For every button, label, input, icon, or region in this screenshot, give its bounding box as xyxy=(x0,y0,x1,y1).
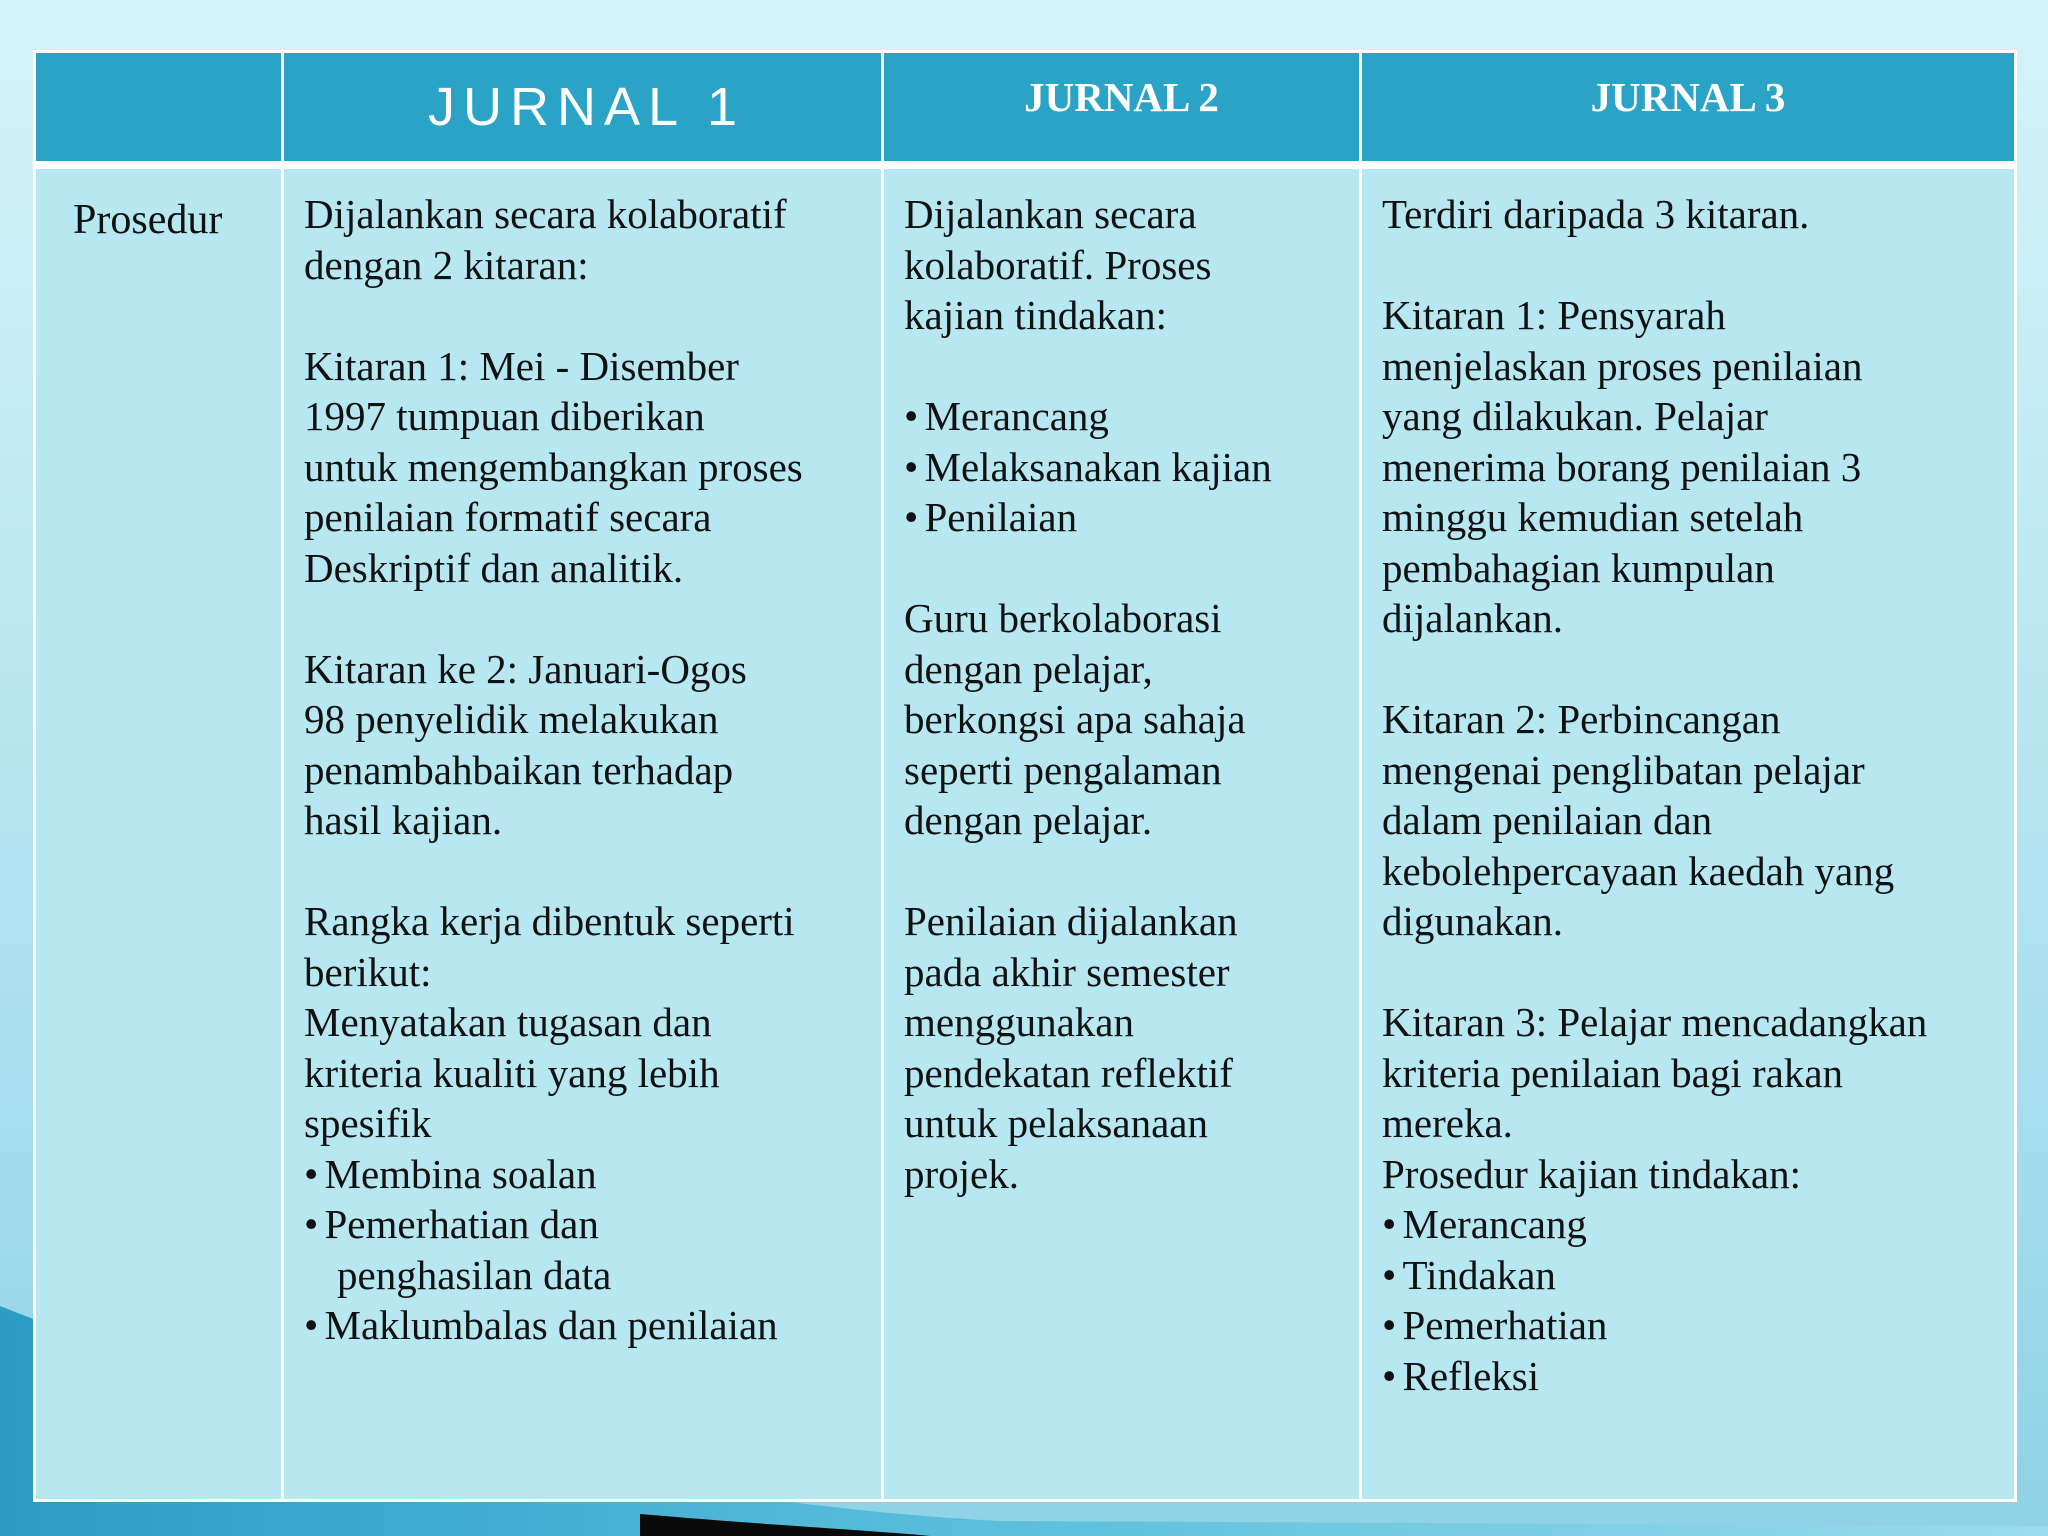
jurnal-2-intro xyxy=(904,189,1349,341)
bullet-dot: • xyxy=(904,494,919,540)
text-line: kriteria penilaian bagi rakan xyxy=(1382,1049,1844,1096)
bullet-item xyxy=(904,391,1349,442)
bullet-text: Membina soalan xyxy=(324,1150,597,1197)
text-line: minggu kemudian setelah xyxy=(1382,494,1804,540)
jurnal-2-cell xyxy=(883,165,1361,1501)
jurnal-1-kitaran-2 xyxy=(304,644,871,846)
jurnal-3-cell xyxy=(1361,165,2016,1501)
text-line: hasil kajian. xyxy=(304,797,503,843)
text-line: Guru berkolaborasi xyxy=(904,595,1222,641)
text-line: Prosedur kajian tindakan: xyxy=(1382,1150,1802,1197)
jurnal-3-kitaran-2 xyxy=(1382,694,2004,947)
text-line: kebolehpercayaan kaedah yang xyxy=(1382,847,1895,894)
text-line: 98 penyelidik melakukan xyxy=(304,696,719,742)
text-line: dijalankan. xyxy=(1382,595,1564,641)
text-line: Dijalankan secara xyxy=(904,191,1197,237)
bullet-text: Refleksi xyxy=(1402,1352,1540,1399)
bullet-text: Merancang xyxy=(924,393,1109,439)
text-line: untuk mengembangkan proses xyxy=(304,443,803,490)
text-line: dengan pelajar. xyxy=(904,797,1153,843)
bullet-dot: • xyxy=(304,1302,319,1348)
text-line: pembahagian kumpulan xyxy=(1382,544,1775,591)
text-line: digunakan. xyxy=(1382,898,1564,944)
text-line: Menyatakan tugasan dan xyxy=(304,999,712,1045)
text-line: Terdiri daripada 3 kitaran. xyxy=(1382,191,1810,237)
bullet-item xyxy=(1382,1300,2004,1351)
text-line: projek. xyxy=(904,1150,1019,1197)
bullet-dot: • xyxy=(1382,1251,1397,1298)
text-line: kajian tindakan: xyxy=(904,292,1167,338)
jurnal-2-bullets xyxy=(904,391,1349,543)
text-line: berkongsi apa sahaja xyxy=(904,696,1246,742)
header-empty-cell xyxy=(35,52,283,166)
text-line: Rangka kerja dibentuk seperti xyxy=(304,898,795,944)
text-line: Kitaran 1: Mei - Disember xyxy=(304,342,739,389)
text-line: mereka. xyxy=(1382,1100,1513,1146)
text-line: Kitaran 1: Pensyarah xyxy=(1382,292,1726,338)
jurnal-2-penilaian xyxy=(904,896,1349,1199)
jurnal-3-kitaran-3 xyxy=(1382,997,2004,1401)
text-line: Penilaian dijalankan xyxy=(904,898,1238,944)
text-line: Kitaran 2: Perbincangan xyxy=(1382,696,1781,742)
text-line: spesifik xyxy=(304,1100,432,1146)
text-line: penilaian formatif secara xyxy=(304,494,712,540)
jurnal-1-intro xyxy=(304,189,871,290)
text-line: menerima borang penilaian 3 xyxy=(1382,443,1862,490)
header-jurnal-3 xyxy=(1361,52,2016,166)
prosedur-row xyxy=(35,165,2016,1501)
header-jurnal-1 xyxy=(283,52,883,166)
bullet-text: Pemerhatian dan xyxy=(324,1201,599,1247)
row-label-prosedur: Prosedur xyxy=(35,165,283,1501)
text-line: pada akhir semester xyxy=(904,948,1230,995)
bullet-text: Tindakan xyxy=(1402,1251,1556,1298)
bullet-item xyxy=(1382,1351,2004,1402)
text-line: kriteria kualiti yang lebih xyxy=(304,1049,720,1096)
header-jurnal-3-label: JURNAL 3 xyxy=(1590,74,1786,120)
bullet-dot: • xyxy=(304,1150,319,1197)
bullet-item xyxy=(304,1199,871,1250)
bullet-continuation: penghasilan data xyxy=(337,1251,612,1298)
jurnal-3-intro xyxy=(1382,189,2004,240)
text-line: berikut: xyxy=(304,948,432,995)
text-line: dengan pelajar, xyxy=(904,645,1153,692)
text-line: 1997 tumpuan diberikan xyxy=(304,393,705,439)
jurnal-2-guru xyxy=(904,593,1349,846)
text-line: Deskriptif dan analitik. xyxy=(304,544,684,591)
bullet-item xyxy=(1382,1250,2004,1301)
comparison-table xyxy=(33,50,2017,1502)
text-line: dalam penilaian dan xyxy=(1382,797,1713,843)
text-line: mengenai penglibatan pelajar xyxy=(1382,746,1865,793)
jurnal-1-kitaran-1 xyxy=(304,341,871,594)
bullet-text: Pemerhatian xyxy=(1402,1302,1608,1348)
text-line: untuk pelaksanaan xyxy=(904,1100,1208,1146)
text-line: pendekatan reflektif xyxy=(904,1049,1233,1096)
jurnal-1-cell xyxy=(283,165,883,1501)
bullet-text: Maklumbalas dan penilaian xyxy=(324,1302,778,1348)
bullet-item xyxy=(304,1300,871,1351)
bullet-text: Melaksanakan kajian xyxy=(924,443,1272,490)
text-line: Kitaran 3: Pelajar mencadangkan xyxy=(1382,999,1928,1045)
text-line: menggunakan xyxy=(904,999,1134,1045)
text-line: Dijalankan secara kolaboratif xyxy=(304,191,787,237)
header-jurnal-2-label: JURNAL 2 xyxy=(1024,74,1219,120)
bullet-dot: • xyxy=(1382,1352,1397,1399)
header-row xyxy=(35,52,2016,166)
text-line: kolaboratif. Proses xyxy=(904,241,1212,288)
bullet-dot: • xyxy=(304,1201,319,1247)
bullet-dot: • xyxy=(1382,1201,1397,1247)
text-line: dengan 2 kitaran: xyxy=(304,241,589,288)
bullet-text: Penilaian xyxy=(924,494,1078,540)
header-jurnal-1-label: JURNAL 1 xyxy=(427,77,746,137)
text-line: seperti pengalaman xyxy=(904,746,1222,793)
bullet-item xyxy=(1382,1199,2004,1250)
text-line: Kitaran ke 2: Januari-Ogos xyxy=(304,645,747,692)
bullet-dot: • xyxy=(904,443,919,490)
bullet-item xyxy=(304,1149,871,1200)
text-line: penambahbaikan terhadap xyxy=(304,746,734,793)
bullet-item xyxy=(904,492,1349,543)
bullet-dot: • xyxy=(904,393,919,439)
bullet-item xyxy=(904,442,1349,493)
bullet-dot: • xyxy=(1382,1302,1397,1348)
bullet-text: Merancang xyxy=(1402,1201,1587,1247)
jurnal-1-rangka-kerja xyxy=(304,896,871,1351)
text-line: menjelaskan proses penilaian xyxy=(1382,342,1863,389)
header-jurnal-2 xyxy=(883,52,1361,166)
text-line: yang dilakukan. Pelajar xyxy=(1382,393,1768,439)
jurnal-3-kitaran-1 xyxy=(1382,290,2004,644)
